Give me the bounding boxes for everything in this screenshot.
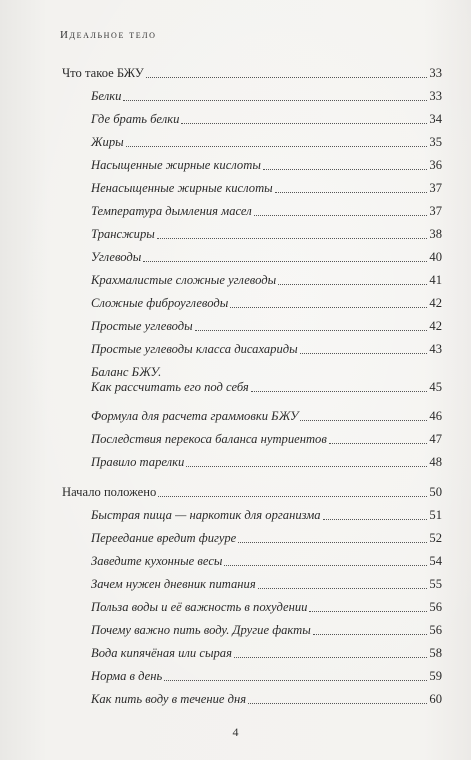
toc-entry-title: Быстрая пища — наркотик для организма — [91, 508, 321, 522]
toc-page-number: 40 — [429, 250, 442, 264]
toc-page-number: 52 — [429, 531, 442, 545]
toc-page-number: 33 — [429, 89, 442, 103]
toc-page-number: 51 — [429, 508, 442, 522]
toc-entry-title-line1: Баланс БЖУ. — [91, 365, 162, 379]
toc-page-number: 47 — [429, 432, 442, 446]
toc-section-1[interactable] — [62, 66, 442, 81]
leader-dots — [254, 214, 428, 216]
toc-page-number: 58 — [429, 646, 442, 660]
toc-entry-title: Простые углеводы класса дисахариды — [91, 342, 298, 356]
leader-dots — [263, 168, 428, 170]
toc-page-number: 35 — [429, 135, 442, 149]
leader-dots — [230, 306, 427, 308]
toc-page-number: 60 — [429, 692, 442, 706]
toc-entry[interactable] — [91, 89, 442, 104]
toc-entry[interactable] — [91, 365, 442, 395]
leader-dots — [224, 564, 427, 566]
toc-entry-title: Норма в день — [91, 669, 163, 683]
toc-entry-title: Насыщенные жирные кислоты — [91, 158, 261, 172]
toc-entry[interactable] — [91, 531, 442, 546]
toc-page-number: 43 — [429, 342, 442, 356]
leader-dots — [275, 191, 428, 193]
toc-entry[interactable] — [91, 227, 442, 242]
toc-page-number: 56 — [429, 600, 442, 614]
leader-dots — [300, 352, 428, 354]
toc-section-title: Начало положено — [62, 485, 157, 499]
leader-dots — [251, 390, 428, 392]
toc-entry-title: Последствия перекоса баланса нутриентов — [91, 432, 327, 446]
toc-entry-title: Трансжиры — [91, 227, 155, 241]
toc-entry[interactable] — [91, 296, 442, 311]
toc-entry[interactable] — [91, 692, 442, 707]
leader-dots — [181, 122, 427, 124]
toc-entry[interactable] — [91, 319, 442, 334]
leader-dots — [157, 237, 428, 239]
leader-dots — [143, 260, 427, 262]
toc-entry[interactable] — [91, 455, 442, 470]
toc-page-number: 54 — [429, 554, 442, 568]
toc-entry-title-line2-row — [91, 380, 442, 395]
leader-dots — [329, 442, 428, 444]
toc-page-number: 50 — [429, 485, 442, 499]
toc-entry[interactable] — [91, 181, 442, 196]
toc-page-number: 37 — [429, 181, 442, 195]
toc-entry[interactable] — [91, 135, 442, 150]
toc-page-number: 33 — [429, 66, 442, 80]
toc-entry-title: Как рассчитать его под себя — [91, 380, 249, 394]
leader-dots — [126, 145, 428, 147]
toc-entry-title: Крахмалистые сложные углеводы — [91, 273, 277, 287]
toc-page-number: 34 — [429, 112, 442, 126]
toc-entry-title: Польза воды и её важность в похудении — [91, 600, 308, 614]
toc-entry[interactable] — [91, 112, 442, 127]
leader-dots — [146, 76, 428, 78]
toc-entry[interactable] — [91, 508, 442, 523]
toc-entry-title: Сложные фиброуглеводы — [91, 296, 229, 310]
leader-dots — [164, 679, 427, 681]
leader-dots — [248, 702, 427, 704]
toc-entry[interactable] — [91, 623, 442, 638]
toc-section-title: Что такое БЖУ — [62, 66, 144, 80]
toc-page-number: 48 — [429, 455, 442, 469]
toc-entry[interactable] — [91, 250, 442, 265]
toc-entry-title: Формула для расчета граммовки БЖУ — [91, 409, 299, 423]
toc-entry-title: Переедание вредит фигуре — [91, 531, 237, 545]
leader-dots — [238, 541, 427, 543]
leader-dots — [195, 329, 428, 331]
toc-page-number: 37 — [429, 204, 442, 218]
toc-entry-title: Зачем нужен дневник питания — [91, 577, 256, 591]
toc-entry-title: Почему важно пить воду. Другие факты — [91, 623, 311, 637]
toc-page-number: 46 — [429, 409, 442, 423]
toc-entry-title: Ненасыщенные жирные кислоты — [91, 181, 273, 195]
toc-entry[interactable] — [91, 432, 442, 447]
leader-dots — [309, 610, 427, 612]
toc-page-number: 42 — [429, 296, 442, 310]
leader-dots — [300, 419, 427, 421]
toc-entry-title: Температура дымления масел — [91, 204, 252, 218]
leader-dots — [313, 633, 428, 635]
toc-entry[interactable] — [91, 669, 442, 684]
toc-entry[interactable] — [91, 600, 442, 615]
toc-page-number: 59 — [429, 669, 442, 683]
toc-entry[interactable] — [91, 646, 442, 661]
toc-entry[interactable] — [91, 342, 442, 357]
toc-entry[interactable] — [91, 577, 442, 592]
toc-entry[interactable] — [91, 204, 442, 219]
toc-entry[interactable] — [91, 554, 442, 569]
toc-entry-title: Углеводы — [91, 250, 142, 264]
leader-dots — [278, 283, 427, 285]
toc-entry-title: Как пить воду в течение дня — [91, 692, 247, 706]
toc-entry-title: Правило тарелки — [91, 455, 185, 469]
page-number: 4 — [232, 725, 239, 739]
leader-dots — [323, 518, 428, 520]
toc-entry-title: Простые углеводы — [91, 319, 193, 333]
toc-page-number: 56 — [429, 623, 442, 637]
leader-dots — [123, 99, 427, 101]
toc-page-number: 55 — [429, 577, 442, 591]
toc-page-number: 36 — [429, 158, 442, 172]
leader-dots — [186, 465, 427, 467]
toc-page-number: 41 — [429, 273, 442, 287]
toc-entry[interactable] — [91, 409, 442, 424]
toc-entry-title: Где брать белки — [91, 112, 180, 126]
toc-entry-title: Жиры — [91, 135, 124, 149]
running-head: Идеальное тело — [60, 29, 157, 41]
toc-page-number: 45 — [429, 380, 442, 394]
leader-dots — [158, 495, 427, 497]
toc-page-number: 42 — [429, 319, 442, 333]
toc-page-number: 38 — [429, 227, 442, 241]
toc-entry-title: Заведите кухонные весы — [91, 554, 223, 568]
toc-section-2[interactable] — [62, 485, 442, 500]
toc-entry-title: Белки — [91, 89, 122, 103]
toc-entry[interactable] — [91, 273, 442, 288]
toc-entry-title: Вода кипячёная или сырая — [91, 646, 232, 660]
leader-dots — [258, 587, 428, 589]
toc-entry[interactable] — [91, 158, 442, 173]
leader-dots — [234, 656, 427, 658]
